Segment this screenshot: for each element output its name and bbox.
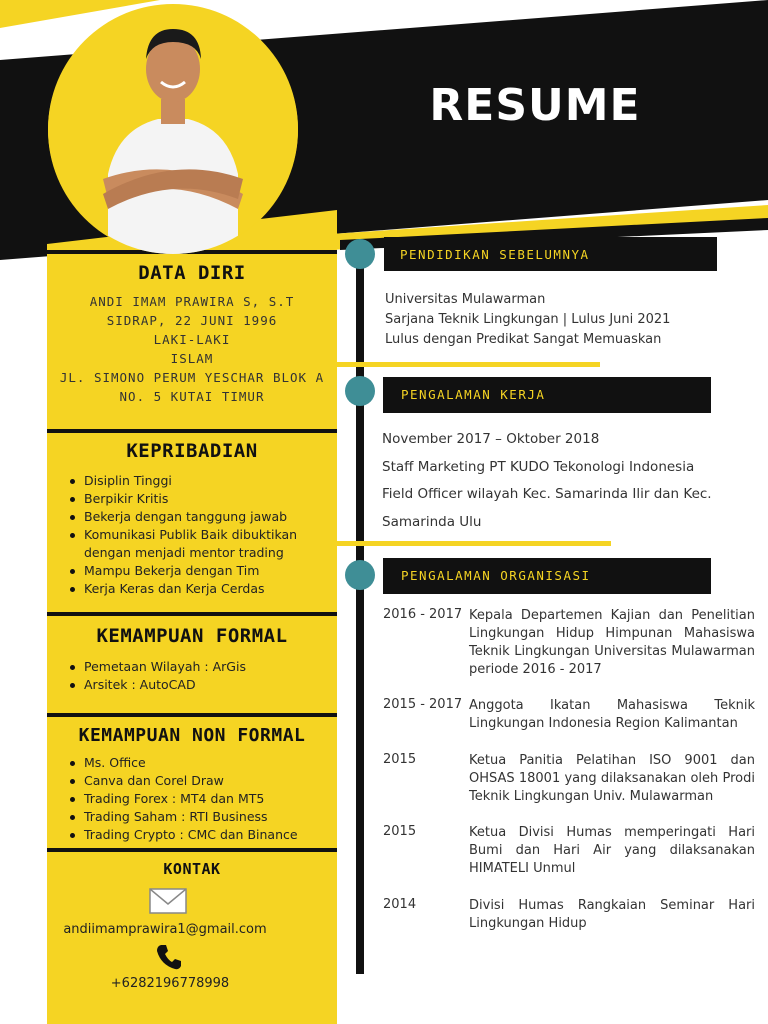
kepribadian-heading: KEPRIBADIAN — [126, 440, 258, 462]
pendidikan-block — [385, 290, 670, 350]
divider-3 — [47, 612, 337, 616]
kerja-role-2: Field Officer wilayah Kec. Samarinda Ilir dan Kec. — [382, 486, 712, 502]
org-desc-3: Ketua Panitia Pelatihan ISO 9001 dan OHSAS 18001 yang dilaksanakan oleh Prodi Teknik Lingkungan Univ. Mulawarman — [469, 753, 755, 804]
list-item: Disiplin Tinggi — [70, 472, 350, 490]
pengalaman-kerja-header — [383, 377, 711, 413]
org-year-5: 2014 — [383, 897, 417, 912]
accent-line-1 — [337, 362, 600, 367]
list-item: Trading Saham : RTI Business — [70, 808, 350, 826]
list-item: Bekerja dengan tanggung jawab — [70, 508, 350, 526]
kerja-role-1: Staff Marketing PT KUDO Tekonologi Indonesia — [382, 458, 695, 475]
pendidikan-degree: Sarjana Teknik Lingkungan | Lulus Juni 2021 — [385, 312, 671, 327]
list-item: Mampu Bekerja dengan Tim — [70, 562, 350, 580]
kontak-email[interactable]: andiimamprawira1@gmail.com — [63, 922, 267, 937]
timeline-dot-2 — [345, 376, 375, 406]
list-item-continued: dengan menjadi mentor trading — [84, 545, 284, 560]
kerja-role-2-cont: Samarinda Ulu — [382, 513, 482, 530]
org-desc-4: Ketua Divisi Humas memperingati Hari Bumi dan Hari Air yang dilaksanakan HIMATELI Unmul — [469, 825, 755, 876]
data-diri-religion: ISLAM — [170, 351, 214, 366]
data-diri-birth: SIDRAP, 22 JUNI 1996 — [106, 313, 278, 328]
list-item: Trading Forex : MT4 dan MT5 — [70, 790, 350, 808]
data-diri-gender: LAKI-LAKI — [153, 332, 231, 347]
page-title: RESUME — [429, 80, 641, 131]
envelope-icon — [148, 886, 188, 916]
org-year-3: 2015 — [383, 752, 417, 767]
pendidikan-heading: PENDIDIKAN SEBELUMNYA — [400, 247, 590, 262]
list-item: Trading Crypto : CMC dan Binance — [70, 826, 350, 844]
pengalaman-kerja-heading: PENGALAMAN KERJA — [401, 387, 546, 402]
list-item: Berpikir Kritis — [70, 490, 350, 508]
data-diri-address-1: JL. SIMONO PERUM YESCHAR BLOK A — [59, 370, 325, 385]
divider-5 — [47, 848, 337, 852]
profile-photo — [48, 4, 298, 254]
org-year-4: 2015 — [383, 824, 417, 839]
list-item: Ms. Office — [70, 754, 350, 772]
list-item: Komunikasi Publik Baik dibuktikan — [70, 526, 350, 544]
kemampuan-formal-list — [56, 658, 350, 694]
org-year-2: 2015 - 2017 — [383, 697, 463, 712]
timeline-dot-1 — [345, 239, 375, 269]
org-desc-2: Anggota Ikatan Mahasiswa Teknik Lingkungan Indonesia Region Kalimantan — [469, 698, 755, 731]
list-item: Arsitek : AutoCAD — [70, 676, 350, 694]
org-desc-5: Divisi Humas Rangkaian Seminar Hari Lingkungan Hidup — [469, 898, 755, 931]
kepribadian-list — [56, 472, 350, 598]
list-item: Canva dan Corel Draw — [70, 772, 350, 790]
phone-icon — [155, 943, 183, 971]
kemampuan-formal-heading: KEMAMPUAN FORMAL — [96, 625, 288, 647]
list-item: Kerja Keras dan Kerja Cerdas — [70, 580, 350, 598]
org-year-1: 2016 - 2017 — [383, 607, 463, 622]
accent-line-2 — [337, 541, 611, 546]
data-diri-address-2: NO. 5 KUTAI TIMUR — [119, 389, 265, 404]
org-desc-1: Kepala Departemen Kajian dan Penelitian Lingkungan Hidup Himpunan Mahasiswa Teknik Lingkungan Universitas Mulawarman periode 2016 - 2017 — [469, 608, 755, 677]
kontak-phone[interactable]: +6282196778998 — [110, 976, 230, 991]
kontak-heading: KONTAK — [163, 860, 221, 878]
pengalaman-kerja-block — [382, 426, 712, 536]
pengalaman-organisasi-header — [383, 558, 711, 594]
divider-2 — [47, 429, 337, 433]
data-diri-name: ANDI IMAM PRAWIRA S, S.T — [89, 294, 295, 309]
pengalaman-organisasi-heading: PENGALAMAN ORGANISASI — [401, 568, 591, 583]
kemampuan-non-formal-list — [56, 754, 350, 844]
kemampuan-non-formal-heading: KEMAMPUAN NON FORMAL — [78, 725, 306, 746]
pendidikan-predicate: Lulus dengan Predikat Sangat Memuaskan — [385, 332, 662, 347]
list-item: Pemetaan Wilayah : ArGis — [70, 658, 350, 676]
pendidikan-univ: Universitas Mulawarman — [385, 292, 546, 307]
sidebar-bottom-cut — [0, 960, 47, 1024]
data-diri-block — [47, 292, 337, 406]
divider-4 — [47, 713, 337, 717]
data-diri-heading: DATA DIRI — [138, 262, 246, 284]
timeline-line — [356, 250, 364, 974]
kerja-period: November 2017 – Oktober 2018 — [382, 431, 600, 447]
pendidikan-header — [384, 237, 717, 271]
